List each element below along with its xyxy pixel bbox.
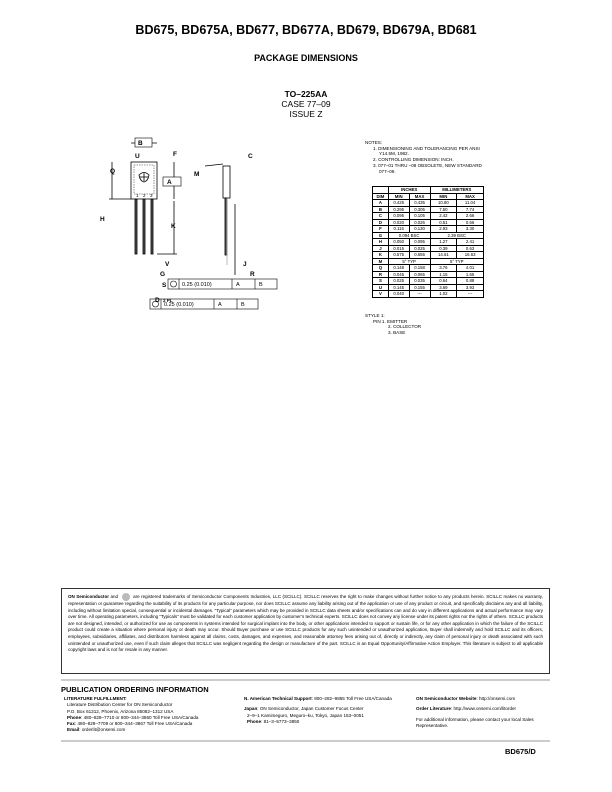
label-v: V — [165, 261, 170, 268]
dim-letter: M — [373, 258, 389, 265]
group-header-mm: MILLIMETERS — [430, 187, 483, 194]
japan-phone-label: Phone — [247, 718, 262, 724]
dim-letter: U — [373, 284, 389, 291]
label-c: C — [248, 153, 253, 160]
dim-value: 0.095 — [409, 239, 430, 246]
dim-value: 0.035 — [409, 278, 430, 285]
lit-email-label: Email — [67, 727, 80, 733]
japan-phone: : 81–3–5773–3850 — [261, 718, 300, 724]
dim-letter: Q — [373, 265, 389, 272]
web-info — [416, 696, 551, 729]
package-issue: ISSUE Z — [289, 109, 323, 119]
group-header-inches: INCHES — [388, 187, 430, 194]
dim-value: 0.64 — [430, 278, 457, 285]
dim-value: 4.01 — [457, 265, 484, 272]
dim-letter: B — [373, 206, 389, 213]
dim-letter: A — [373, 200, 389, 207]
brand-name: ON Semiconductor — [68, 594, 110, 600]
dim-value: 3.30 — [457, 226, 484, 233]
legal-and: and — [110, 594, 119, 600]
label-m: M — [194, 171, 200, 178]
dim-value: 5° TYP — [388, 258, 430, 265]
dim-value: 0.065 — [409, 271, 430, 278]
dim-value: --- — [457, 291, 484, 298]
label-b: B — [138, 140, 143, 147]
legal-text: are registered trademarks of Semiconductor Components Industries, LLC (SCILLC). SCILLC reserves the right to make changes without further notice to any products herein. SCILLC makes no warranty, representation or guarantee regarding the suitability of its products for any particular purpose, nor does SCILLC assume any liability arising out of the application or use of any product or circuit, and specifically disclaims any and all liability, including without limitation special, consequential or incidental damages. “Typical” parameters which may be provided in SCILLC data sheets and/or specifications can and do vary in different applications and actual performance may vary over time. All operating parameters, including “Typicals” must be validated for each customer application by customer’s technical experts. SCILLC does not convey any license under its patent rights nor the rights of others. SCILLC products are not designed, intended, or authorized for use as components in systems intended for surgical implant into the body, or other applications intended to support or sustain life, or for any other application in which the failure of the SCILLC product could create a situation where personal injury or death may occur. Should Buyer purchase or use SCILLC products for any such unintended or unauthorized application, Buyer shall indemnify and hold SCILLC and its officers, employees, subsidiaries, affiliates, and distributors harmless against all claims, costs, damages, and expenses, and reasonable attorney fees arising out of, directly or indirectly, any claim of personal injury or death associated with such unintended or unauthorized use, even if such claim alleges that SCILLC was negligent regarding the design or manufacture of the part. SCILLC is an Equal Opportunity/Affirmative Action Employer. This literature is subject to all applicable copyright laws and is not for resale in any manner. — [68, 594, 543, 653]
dim-letter: K — [373, 252, 389, 259]
dim-letter: R — [373, 271, 389, 278]
na-support: : 800–282–9855 Toll Free USA/Canada — [311, 696, 392, 701]
dim-value: 0.305 — [409, 206, 430, 213]
table-row — [373, 291, 484, 298]
order-lit-label: Order Literature — [416, 706, 451, 712]
header-mm-min: MIN — [430, 193, 457, 200]
dim-value: 2.41 — [457, 239, 484, 246]
dim-value: 11.04 — [457, 200, 484, 207]
dim-value: 2.66 — [457, 213, 484, 220]
document-title: BD675, BD675A, BD677, BD677A, BD679, BD679A, BD681 — [135, 23, 477, 37]
note-3: 3. 077–01 THRU –08 OBSOLETE, NEW STANDARD — [373, 162, 482, 168]
label-u: U — [135, 153, 140, 160]
package-info — [0, 89, 612, 119]
tol-value-2: 0.25 (0.010) — [164, 302, 194, 308]
note-1: 1. DIMENSIONING AND TOLERANCING PER ANSI — [373, 145, 480, 151]
japan-address: 2–9–1 Kamimeguro, Meguro–ku, Tokyo, Japan 153–0051 — [247, 712, 364, 718]
dim-value: 0.435 — [409, 200, 430, 207]
dim-value: 0.095 — [388, 213, 409, 220]
style-heading: STYLE 1: — [365, 313, 385, 318]
dim-letter: V — [373, 291, 389, 298]
lit-fax-label: Fax — [67, 721, 75, 727]
lit-phone-label: Phone — [67, 714, 82, 720]
lit-line1: Literature Distribution Center for ON Semiconductor — [67, 702, 173, 708]
dim-value: 0.015 — [388, 245, 409, 252]
dim-value: 0.094 BSC — [388, 232, 430, 239]
pin-2: 2 — [143, 193, 146, 198]
dim-value: 0.025 — [388, 278, 409, 285]
dim-value: 0.050 — [388, 239, 409, 246]
document-id: BD675/D — [505, 747, 536, 756]
order-lit-link[interactable]: : http://www.onsemi.com/litorder — [450, 706, 517, 712]
dim-value: 0.575 — [388, 252, 409, 259]
label-r: R — [250, 271, 255, 278]
pin-1-function: PIN 1. EMITTER — [373, 318, 408, 324]
legal-disclaimer — [61, 588, 550, 674]
notes-heading: NOTES: — [365, 140, 383, 145]
dim-value: 0.425 — [388, 200, 409, 207]
label-j: J — [243, 261, 247, 268]
label-f: F — [173, 151, 177, 158]
dim-value: 0.655 — [409, 252, 430, 259]
tol-datum-b-2: B — [241, 302, 245, 308]
dim-value: 2.39 BSC — [430, 232, 483, 239]
label-a: A — [167, 179, 172, 186]
note-3-cont: 077–09. — [379, 168, 396, 174]
dim-value: 0.158 — [409, 265, 430, 272]
package-name: TO–225AA — [284, 89, 328, 99]
dim-value: 7.50 — [430, 206, 457, 213]
header-mm-max: MAX — [457, 193, 484, 200]
pin-3: 3 — [150, 193, 153, 198]
dim-letter: S — [373, 278, 389, 285]
dim-value: 1.15 — [430, 271, 457, 278]
package-drawing — [95, 135, 365, 355]
literature-fulfillment — [64, 696, 244, 734]
dim-letter: J — [373, 245, 389, 252]
dim-value: 0.026 — [409, 219, 430, 226]
dim-value: 0.66 — [457, 219, 484, 226]
dim-letter: G — [373, 232, 389, 239]
dim-value: 2.42 — [430, 213, 457, 220]
dim-value: 0.130 — [409, 226, 430, 233]
japan-info: : ON Semiconductor, Japan Customer Focus Center — [257, 706, 364, 712]
lit-line2: P.O. Box 61312, Phoenix, Arizona 85082–1312 USA — [67, 708, 174, 714]
dim-value: 1.27 — [430, 239, 457, 246]
contact-note: For additional information, please contact your local Sales Representative. — [416, 716, 534, 728]
japan-label: Japan — [244, 706, 258, 712]
note-2: 2. CONTROLLING DIMENSION: INCH. — [373, 157, 454, 163]
header-dim: DIM — [373, 193, 389, 200]
label-g: G — [160, 271, 166, 278]
package-case: CASE 77–09 — [281, 99, 331, 109]
dim-value: 0.148 — [388, 265, 409, 272]
dim-letter: F — [373, 226, 389, 233]
lit-fax: : 480–829–7709 or 800–344–3867 Toll Free USA/Canada — [74, 721, 193, 727]
on-logo-icon — [122, 593, 130, 601]
notes — [365, 140, 495, 174]
dim-value: 1.02 — [430, 291, 457, 298]
dim-value: 0.020 — [388, 219, 409, 226]
label-s: S — [162, 282, 167, 289]
dim-value: 3.76 — [430, 265, 457, 272]
dim-value: 14.61 — [430, 252, 457, 259]
technical-support — [244, 696, 404, 725]
lit-email[interactable]: : orderlit@onsemi.com — [79, 727, 126, 733]
dim-value: --- — [409, 291, 430, 298]
dim-value: 0.51 — [430, 219, 457, 226]
website-label: ON Semiconductor Website — [416, 696, 477, 701]
dim-value: 0.040 — [388, 291, 409, 298]
tol-value-1: 0.25 (0.010) — [182, 282, 212, 288]
lit-phone: : 480–829–7710 or 800–344–3860 Toll Free USA/Canada — [81, 714, 199, 720]
dim-value: 10.80 — [430, 200, 457, 207]
dim-value: 0.105 — [409, 213, 430, 220]
pin-2-function: 2. COLLECTOR — [388, 324, 422, 330]
dim-value: 0.145 — [388, 284, 409, 291]
divider-top — [61, 679, 550, 681]
dim-value: 0.155 — [409, 284, 430, 291]
dim-value: 0.88 — [457, 278, 484, 285]
label-d-suffix: 2 PL — [163, 298, 173, 303]
website-link[interactable]: : http://onsemi.com — [476, 696, 516, 701]
label-k: K — [171, 223, 176, 230]
label-d: D — [155, 297, 160, 304]
tol-datum-a-2: A — [218, 302, 222, 308]
dim-value: 0.295 — [388, 206, 409, 213]
dim-value: 1.65 — [457, 271, 484, 278]
pin-3-function: 3. BASE — [388, 330, 406, 336]
dim-value: 5° TYP — [430, 258, 483, 265]
label-q: Q — [110, 168, 116, 175]
ordering-heading: PUBLICATION ORDERING INFORMATION — [61, 685, 209, 694]
note-1-cont: Y14.5M, 1982. — [379, 151, 409, 157]
dim-letter: D — [373, 219, 389, 226]
tol-datum-b-1: B — [259, 282, 263, 288]
dim-letter: H — [373, 239, 389, 246]
dim-value: 0.63 — [457, 245, 484, 252]
dim-value: 7.74 — [457, 206, 484, 213]
label-h: H — [100, 216, 105, 223]
pin-1: 1 — [136, 193, 139, 198]
lit-heading: LITERATURE FULFILLMENT: — [64, 696, 127, 701]
dim-value: 16.63 — [457, 252, 484, 259]
dim-value: 0.045 — [388, 271, 409, 278]
dim-letter: C — [373, 213, 389, 220]
dimensions-table — [372, 186, 484, 298]
pin-style — [365, 313, 421, 336]
divider-bottom — [61, 740, 550, 742]
dim-value: 0.39 — [430, 245, 457, 252]
section-heading: PACKAGE DIMENSIONS — [254, 53, 358, 63]
dim-value: 2.93 — [430, 226, 457, 233]
tol-datum-a-1: A — [236, 282, 240, 288]
dim-value: 0.115 — [388, 226, 409, 233]
dim-value: 3.93 — [457, 284, 484, 291]
dim-value: 3.69 — [430, 284, 457, 291]
dim-value: 0.025 — [409, 245, 430, 252]
header-in-max: MAX — [409, 193, 430, 200]
header-in-min: MIN — [388, 193, 409, 200]
na-support-label: N. American Technical Support — [244, 696, 312, 701]
